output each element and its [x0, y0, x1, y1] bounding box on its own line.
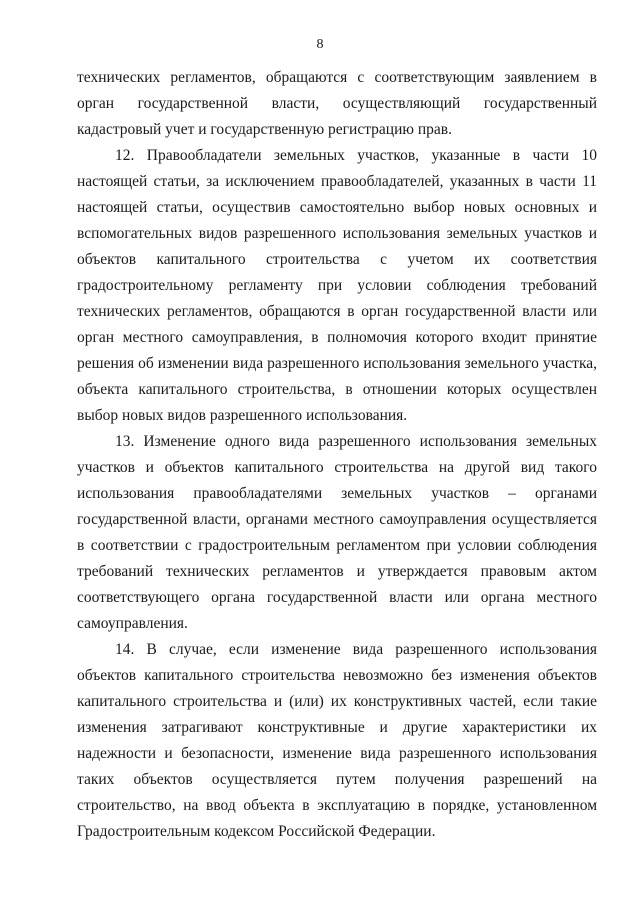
paragraph-continuation: технических регламентов, обращаются с соответствующим заявлением в орган государственной власти, осуществляющий государственный кадастровый учет и государственную регистрацию прав. [77, 69, 597, 138]
page-number: 8 [316, 37, 324, 52]
paragraph-item-14: 14. В случае, если изменение вида разрешенного использования объектов капитального строительства невозможно без изменения объектов капитального строительства и (или) их конструктивных частей, если такие изменения затрагивают конструктивные и другие характеристики их надежности и безопасности, изменение вида разрешенного использования таких объектов осуществляется путем получения разрешений на строительство, на ввод объекта в эксплуатацию в порядке, установленном Градостроительным кодексом Российской Федерации. [77, 641, 597, 840]
paragraph-item-12: 12. Правообладатели земельных участков, указанные в части 10 настоящей статьи, за исключением правообладателей, указанных в части 11 настоящей статьи, осуществив самостоятельно выбор новых основных и вспомогательных видов разрешенного использования земельных участков и объектов капитального строительства с учетом их соответствия градостроительному регламенту при условии соблюдения требований технических регламентов, обращаются в орган государственной власти или орган местного самоуправления, в полномочия которого входит принятие решения об изменении вида разрешенного использования земельного участка, объекта капитального строительства, в отношении которых осуществлен выбор новых видов разрешенного использования. [77, 147, 597, 424]
paragraph-item-13: 13. Изменение одного вида разрешенного использования земельных участков и объектов капитального строительства на другой вид такого использования правообладателями земельных участков – органами государственной власти, органами местного самоуправления осуществляется в соответствии с градостроительным регламентом при условии соблюдения требований технических регламентов и утверждается правовым актом соответствующего органа государственной власти или органа местного самоуправления. [77, 433, 597, 632]
document-body [77, 65, 597, 845]
